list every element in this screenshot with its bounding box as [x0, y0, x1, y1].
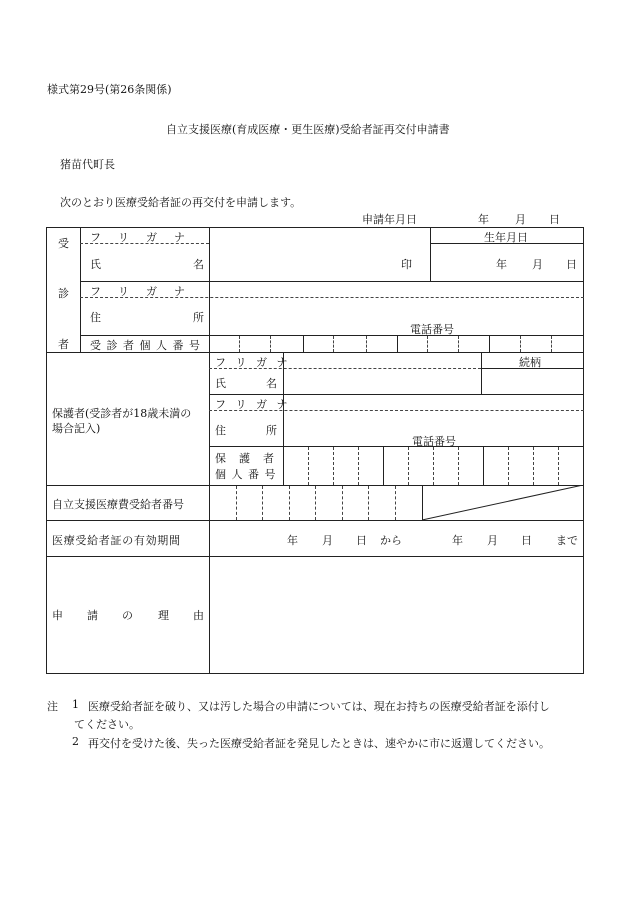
application-date-year[interactable]: 年	[478, 213, 489, 226]
guardian-personal-number-label-1: 保 護 者	[215, 452, 275, 465]
guardian-name-label-1: 氏	[215, 377, 226, 390]
validity-to-month[interactable]: 月	[487, 534, 498, 547]
application-date-label: 申請年月日	[362, 213, 417, 226]
form-title: 自立支援医療(育成医療・更生医療)受給者証再交付申請書	[166, 123, 450, 136]
diagonal-strike	[422, 485, 584, 521]
patient-section-char-3: 者	[58, 338, 69, 351]
validity-to-day[interactable]: 日	[521, 534, 532, 547]
form-number: 様式第29号(第26条関係)	[47, 83, 172, 96]
note-2-number: 2	[72, 735, 79, 748]
patient-address-field[interactable]	[210, 298, 583, 335]
intro-text: 次のとおり医療受給者証の再交付を申請します。	[60, 196, 302, 209]
guardian-personal-number-label-2: 個 人 番 号	[215, 468, 277, 481]
patient-address-furigana-label: フ リ ガ ナ	[90, 285, 188, 298]
guardian-name-field[interactable]	[284, 369, 480, 394]
birthdate-day[interactable]: 日	[566, 258, 577, 271]
patient-name-field[interactable]	[210, 244, 429, 281]
patient-personal-number-label: 受 診 者 個 人 番 号	[90, 339, 201, 352]
validity-until-label: まで	[556, 534, 578, 547]
note-1-number: 1	[72, 698, 79, 711]
validity-from-day[interactable]: 日	[356, 534, 367, 547]
patient-address-label-2: 所	[193, 311, 204, 324]
patient-phone-label: 電話番号	[410, 323, 454, 336]
reason-label-char-2: 請	[87, 609, 98, 622]
validity-to-year[interactable]: 年	[452, 534, 463, 547]
validity-from-label: から	[380, 534, 402, 547]
reason-label-char-5: 由	[193, 609, 204, 622]
guardian-address-label-2: 所	[266, 424, 277, 437]
note-2-line-1: 再交付を受けた後、失った医療受給者証を発見したときは、速やかに市に返還してください。	[88, 737, 550, 750]
patient-name-label-1: 氏	[90, 258, 101, 271]
patient-section-char-1: 受	[58, 237, 69, 250]
addressee: 猪苗代町長	[60, 158, 115, 171]
birthdate-month[interactable]: 月	[532, 258, 543, 271]
application-date-month[interactable]: 月	[515, 213, 526, 226]
guardian-section-label-2: 場合記入)	[52, 422, 101, 435]
reason-label-char-3: の	[122, 609, 133, 622]
guardian-phone-label: 電話番号	[412, 435, 456, 448]
patient-address-label-1: 住	[90, 311, 101, 324]
reason-field[interactable]	[210, 557, 583, 673]
guardian-address-furigana-label: フ リ ガ ナ	[215, 398, 291, 411]
guardian-address-label-1: 住	[215, 424, 226, 437]
validity-label: 医療受給者証の有効期間	[52, 534, 181, 547]
application-date-day[interactable]: 日	[549, 213, 560, 226]
birthdate-year[interactable]: 年	[496, 258, 507, 271]
patient-furigana-field[interactable]	[210, 228, 429, 243]
birthdate-label: 生年月日	[484, 231, 528, 244]
relationship-field[interactable]	[482, 369, 583, 394]
notes-prefix: 注	[47, 700, 58, 713]
patient-section-char-2: 診	[58, 287, 69, 300]
validity-from-month[interactable]: 月	[322, 534, 333, 547]
patient-name-label-2: 名	[193, 258, 204, 271]
validity-from-year[interactable]: 年	[287, 534, 298, 547]
note-1-line-2: てください。	[74, 718, 140, 731]
note-1-line-1: 医療受給者証を破り、又は汚した場合の申請については、現在お持ちの医療受給者証を添付し	[88, 700, 550, 713]
guardian-name-label-2: 名	[266, 377, 277, 390]
guardian-section-label-1: 保護者(受診者が18歳未満の	[52, 407, 192, 420]
seal-mark: 印	[401, 258, 412, 271]
patient-furigana-label: フ リ ガ ナ	[90, 231, 188, 244]
relationship-label: 続柄	[519, 356, 541, 369]
certificate-number-label: 自立支援医療費受給者番号	[52, 498, 184, 511]
guardian-furigana-label: フ リ ガ ナ	[215, 356, 291, 369]
reason-label-char-1: 申	[52, 609, 63, 622]
reason-label-char-4: 理	[158, 609, 169, 622]
